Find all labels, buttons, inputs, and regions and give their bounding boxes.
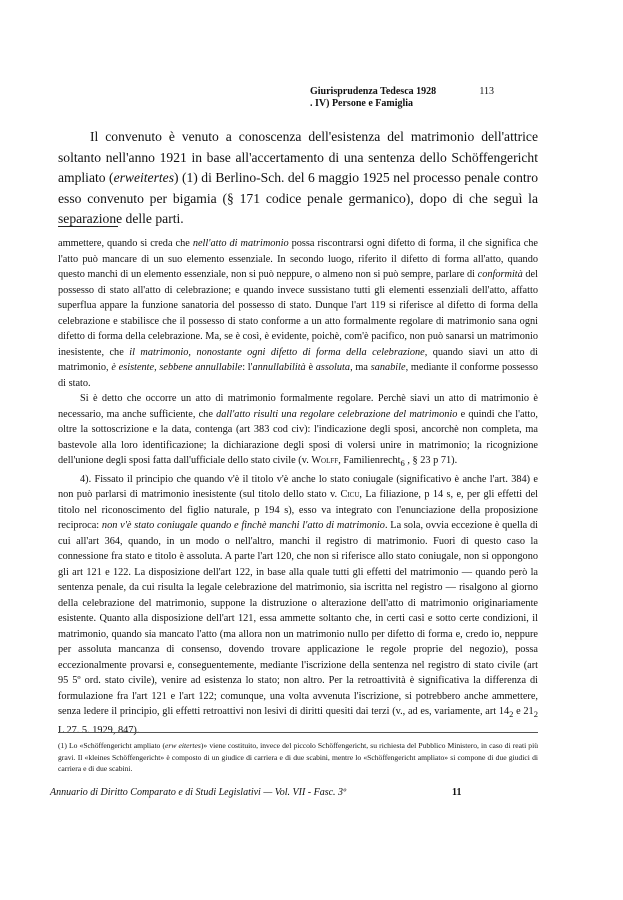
body-paragraph: 4). Fissato il principio che quando v'è il titolo v'è anche lo stato coniugale (significativo è anche l'art. 384) e non può parlarsi di matrimonio inesistente (sul titolo dello stato v. Cicu, La filiazione, p 14 s, e, per gli effetti del titolo nel riconoscimento del figlio naturale, p 194 s), esso va integrato con l'enunciazione della proposizione reciproca: non v'è stato coniugale quando e finchè manchi l'atto di matrimonio. La sola, ovvia eccezione è quella di cui all'art 364, quando, in un modo o nell'altro, manchi il registro di matrimonio. Fuori di questo caso la connessione fra stato e titolo è assoluta. A parte l'art 120, che non si riferisce allo stato coniugale, non si oppongono gli art 121 e 122. La disposizione dell'art 122, in base alla quale tutti gli effetti del matrimonio — quando però la sentenza penale, da cui risulta la legale celebrazione del matrimonio, sia iscritta nel registro — risalgono al giorno della celebrazione del matrimonio, suppone la distruzione o alterazione dell'atto di matrimonio originariamente esistente. Quanto alla disposizione dell'art 121, essa ammette soltanto che, in certi casi e sotto certe condizioni, il matrimonio, quando sia mancato l'atto (ma allora non un matrimonio nullo per difetto di forma e, credo io, neppure per assoluta mancanza di consenso, dovendo trovare applicazione le regole proprie del negozio), possa eccezionalmente provarsi e, conseguentemente, mediante l'iscrizione della sentenza nel registro di stato civile (art 95 5º ord. stato civile), venire ad esistenza lo stato; non altro. Per la retroattività è significativa la differenza di formulazione fra l'art 121 e l'art 122; comunque, una volta avvenuta l'iscrizione, si potrebbero anche ammettere, senza ledere il principio, gli effetti retroattivi non lesivi di diritti quesiti dai terzi (v., ad es, variamente, art $14_2$ e $21_2$ L 27. 5. 1929, 847). — [58, 473, 539, 736]
running-header — [310, 86, 494, 110]
page-number: 113 — [479, 86, 494, 97]
body-paragraph: Si è detto che occorre un atto di matrimonio formalmente regolare. Perchè siavi un atto di matrimonio è necessario, ma anche sufficiente, che dall'atto risulti una regolare celebrazione del matrimonio e quindi che l'atto, oltre la sottoscrizione e la data, contenga (art 383 cod civ): l'indicazione degli sposi, ancorchè non completa, ma bastevole alla loro identificazione; la dichiarazione degli sposi di volersi unire in matrimonio; la ricognizione dell'unione degli sposi fatta dall'ufficiale dello stato civile (v. Wolff, Familienrecht$_6$ , § 23 p 71). — [58, 393, 539, 469]
journal-name: Annuario di Diritto Comparato e di Studi Legislativi — Vol. VII - Fasc. 3º — [50, 787, 347, 798]
header-section: . IV) Persone e Famiglia — [310, 98, 414, 109]
intro-paragraph: Il convenuto è venuto a conoscenza dell'esistenza del matrimonio dell'attrice soltanto nell'anno 1921 in base all'accertamento di una sentenza dello Schöffengericht ampliato (erweitertes) (1) di Berlino-Sch. del 6 maggio 1925 nel processo penale contro esso convenuto per bigamia (§ 171 codice penale germanico), dopo di che seguì la separazione delle parti. — [58, 129, 538, 226]
body-paragraph: ammettere, quando si creda che nell'atto di matrimonio possa riscontrarsi ogni difetto di forma, il che significa che l'atto può mancare di un suo elemento essenziale. In secondo luogo, riferito il difetto di forma all'atto, quando questo manchi di un elemento essenziale, non si può neppure, o almeno non si può sempre, parlare di conformità del possesso di stato all'atto di celebrazione; e quando invece sussistano tutti gli elementi essenziali dell'atto, affatto superflua appare la funzione sanatoria del possesso di stato. Dunque l'art 119 si riferisce al difetto di forma della celebrazione e stabilisce che il possesso di stato conforme a un atto formalmente regolare di matrimonio sana ogni difetto di forma della celebrazione. Ma, se è così, è evidente, poichè, com'è pacifico, non può sanarsi un matrimonio inesistente, che il matrimonio, nonostante ogni difetto di forma della celebrazione, quando siavi un atto di matrimonio, è esistente, sebbene annullabile: l'annullabilità è assoluta, ma sanabile, mediante il conforme possesso di stato. — [58, 238, 539, 389]
journal-footer — [50, 787, 490, 798]
footnote-rule — [58, 732, 538, 733]
separator-rule — [58, 226, 118, 227]
annotation-body — [58, 236, 538, 738]
footnote: (1) Lo «Schöffengericht ampliato (erw eitertes)» viene costituito, invece del piccolo Schöffengericht, su richiesta del Pubblico Ministero, in caso di reati più gravi. Il «kleines Schöffengericht» è composto di un giudice di carriera e di due scabini, mentre lo «Schöffengericht ampliato» si compone di due giudici di carriera e di due scabini. — [58, 741, 539, 773]
header-title: Giurisprudenza Tedesca 1928 — [310, 86, 437, 97]
printer-signature: 11 — [452, 787, 462, 798]
